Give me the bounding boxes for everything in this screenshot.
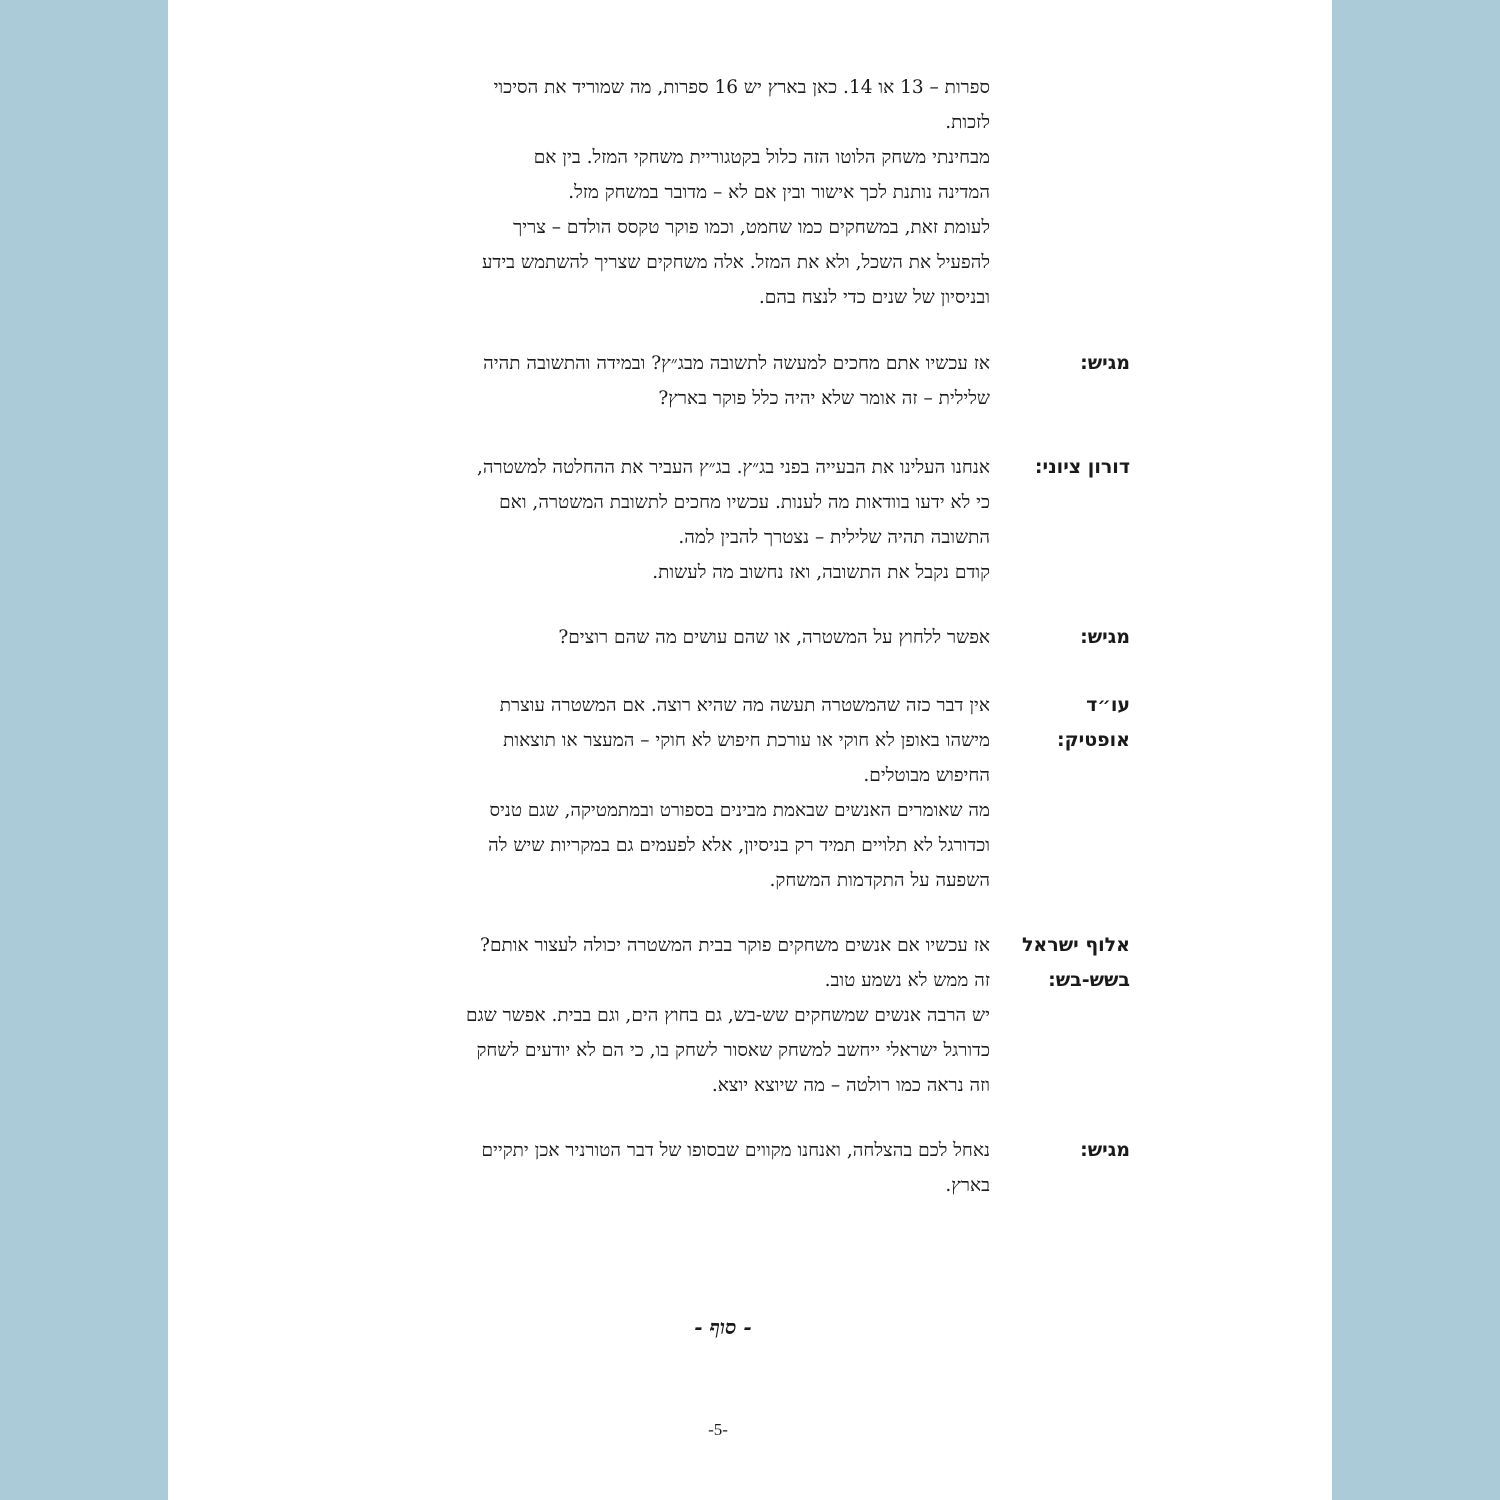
speaker-label: אלוף ישראל בשש-בש: bbox=[1021, 934, 1130, 991]
text-line: לזכות. bbox=[945, 112, 990, 133]
speaker-label: מגיש: bbox=[1080, 1139, 1130, 1161]
text-line: כי לא ידעו בוודאות מה לענות. עכשיו מחכים לתשובת המשטרה, ואם bbox=[499, 492, 990, 513]
text-line: אנחנו העלינו את הבעייה בפני בג״ץ. בג״ץ העביר את ההחלטה למשטרה, bbox=[476, 457, 990, 478]
text-line: אז עכשיו אם אנשים משחקים פוקר בבית המשטרה יכולה לעצור אותם? bbox=[480, 935, 990, 956]
speaker-label: דורון ציוני: bbox=[1034, 456, 1130, 478]
text-line: התשובה תהיה שלילית – נצטרך להבין למה. bbox=[678, 527, 990, 548]
text-line: וזה נראה כמו רולטה – מה שיוצא יוצא. bbox=[711, 1075, 990, 1096]
text-line: מבחינתי משחק הלוטו הזה כלול בקטגוריית משחקי המזל. בין אם bbox=[533, 147, 990, 168]
text-line: אפשר ללחוץ על המשטרה, או שהם עושים מה שהם רוצים? bbox=[558, 627, 990, 648]
speech-paragraph bbox=[330, 1133, 990, 1203]
speech-paragraph bbox=[330, 346, 990, 416]
page-number: -5- bbox=[708, 1420, 728, 1439]
text-line: החיפוש מבוטלים. bbox=[863, 765, 990, 786]
text-line: לעומת זאת, במשחקים כמו שחמט, וכמו פוקר טקסס הולדם – צריך bbox=[513, 217, 990, 238]
speech-paragraph bbox=[330, 450, 990, 590]
text-line: זה ממש לא נשמע טוב. bbox=[824, 970, 990, 991]
text-line: השפעה על התקדמות המשחק. bbox=[769, 870, 990, 891]
text-line: יש הרבה אנשים שמשחקים שש-בש, גם בחוץ הים, וגם בבית. אפשר שגם bbox=[465, 1005, 990, 1026]
text-line: מישהו באופן לא חוקי או עורכת חיפוש לא חוקי – המעצר או תוצאות bbox=[503, 730, 990, 751]
speech-paragraph bbox=[330, 688, 990, 898]
text-line: להפעיל את השכל, ולא את המזל. אלה משחקים שצריך להשתמש בידע bbox=[481, 252, 990, 273]
end-mark: - סוף - bbox=[694, 1315, 752, 1339]
text-line: אין דבר כזה שהמשטרה תעשה מה שהיא רוצה. אם המשטרה עוצרת bbox=[499, 695, 990, 716]
text-line: מה שאומרים האנשים שבאמת מבינים בספורט ובמתמטיקה, שגם טניס bbox=[489, 800, 990, 821]
speech-paragraph bbox=[330, 928, 990, 1103]
text-line: וכדורגל לא תלויים תמיד רק בניסיון, אלא לפעמים גם במקריות שיש לה bbox=[488, 835, 990, 856]
speaker-label: מגיש: bbox=[1080, 626, 1130, 648]
text-line: המדינה נותנת לכך אישור ובין אם לא – מדובר במשחק מזל. bbox=[568, 182, 990, 203]
text-line: בארץ. bbox=[945, 1175, 990, 1196]
text-line: שלילית – זה אומר שלא יהיה כלל פוקר בארץ? bbox=[658, 388, 990, 409]
speech-paragraph bbox=[330, 620, 990, 655]
text-line: נאחל לכם בהצלחה, ואנחנו מקווים שבסופו של דבר הטורניר אכן יתקיים bbox=[481, 1140, 990, 1161]
text-line: כדורגל ישראלי ייחשב למשחק שאסור לשחק בו, כי הם לא יודעים לשחק bbox=[476, 1040, 990, 1061]
text-line: קודם נקבל את התשובה, ואז נחשוב מה לעשות. bbox=[652, 562, 990, 583]
text-line: אז עכשיו אתם מחכים למעשה לתשובה מבג״ץ? ובמידה והתשובה תהיה bbox=[483, 353, 990, 374]
intro-paragraph bbox=[330, 70, 990, 315]
speaker-label: מגיש: bbox=[1080, 352, 1130, 374]
speaker-label: עו״ד אופטיק: bbox=[1057, 694, 1130, 751]
text-line: ובניסיון של שנים כדי לנצח בהם. bbox=[758, 287, 990, 308]
text-line: ספרות – 13 או 14. כאן בארץ יש 16 ספרות, מה שמוריד את הסיכוי bbox=[493, 77, 990, 98]
document-page bbox=[168, 0, 1332, 1500]
